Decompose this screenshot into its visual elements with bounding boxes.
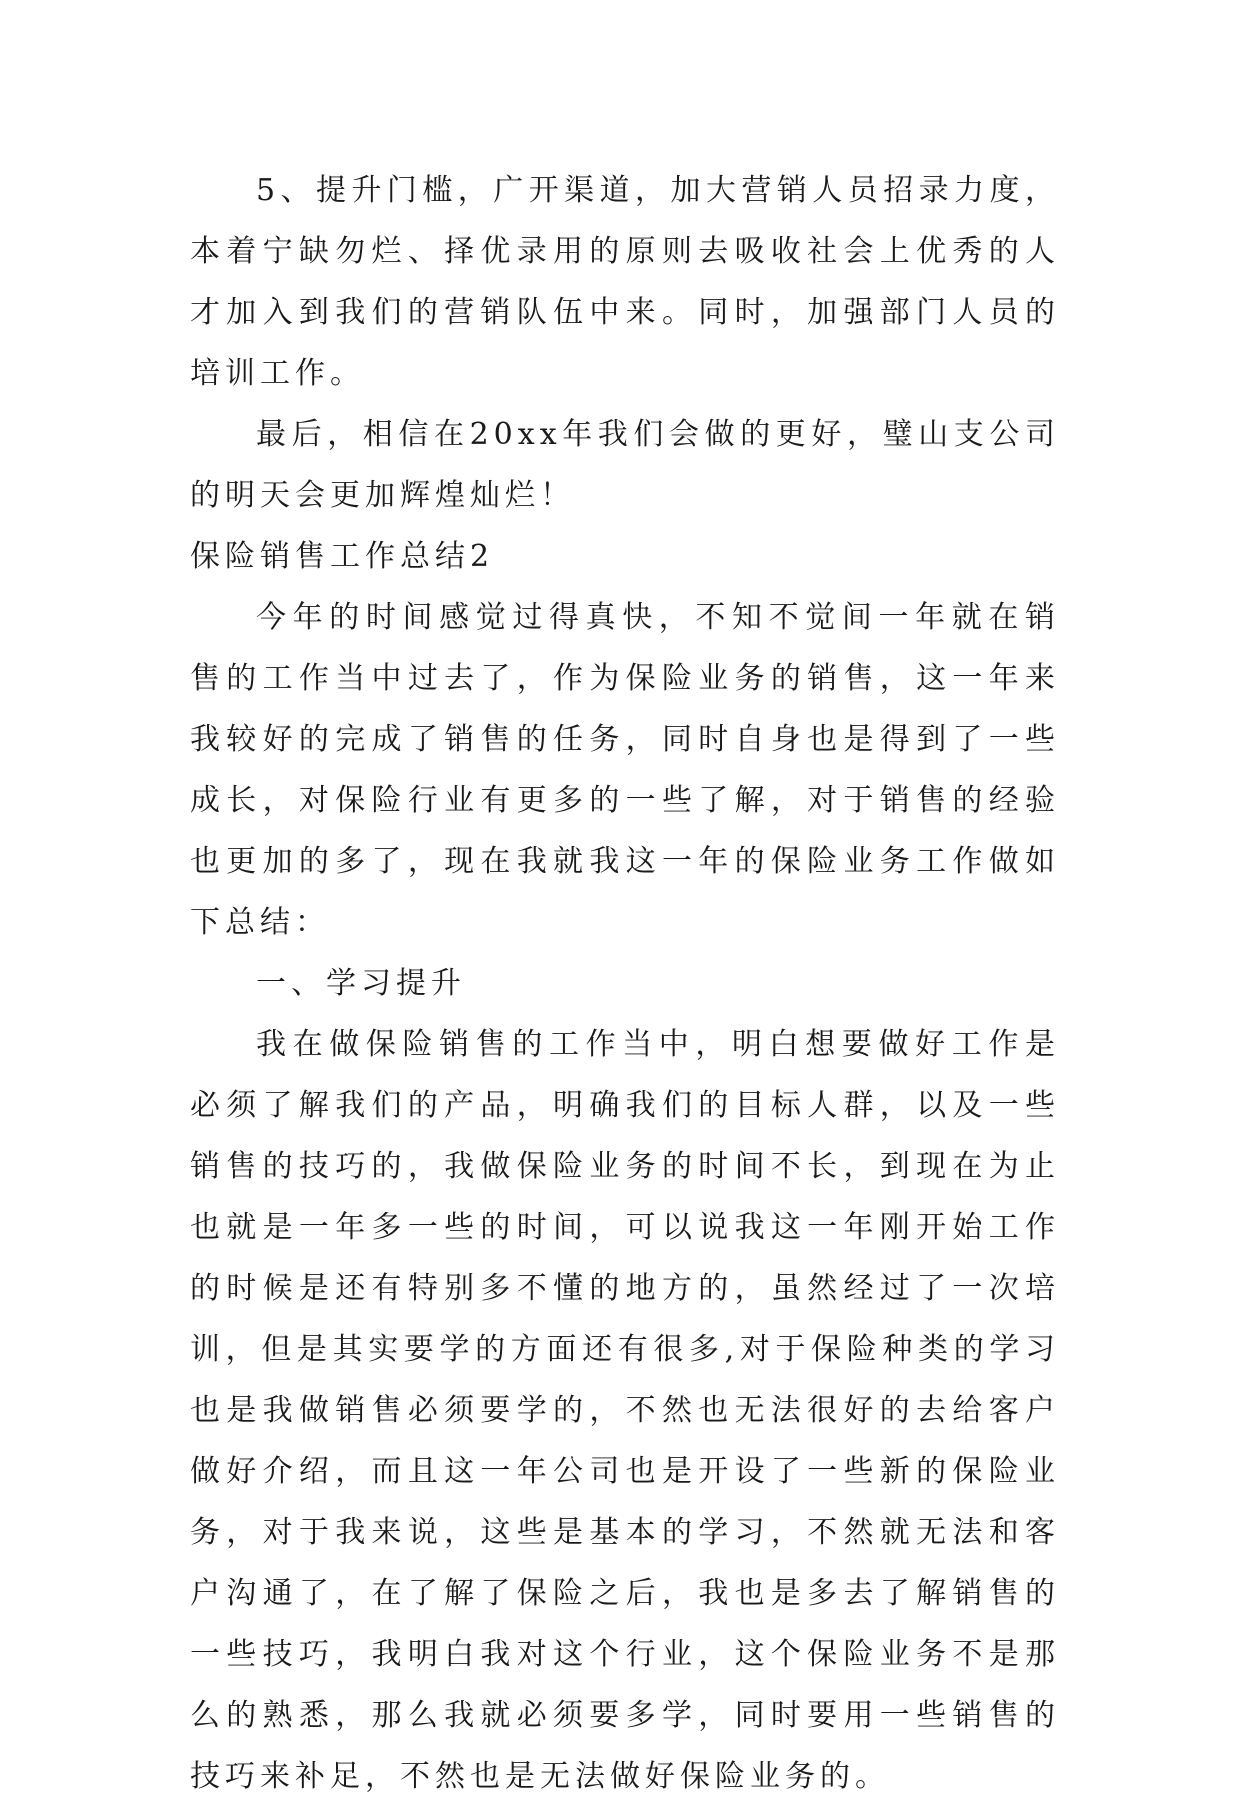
paragraph-closing: 最后，相信在20xx年我们会做的更好，璧山支公司的明天会更加辉煌灿烂！ — [190, 417, 1060, 513]
section-title: 保险销售工作总结2 — [190, 539, 495, 574]
paragraph-learning: 我在做保险销售的工作当中，明白想要做好工作是必须了解我们的产品，明确我们的目标人群，以及一些销售的技巧的，我做保险业务的时间不长，到现在为止也就是一年多一些的时间，可以说我这一年刚开始工作的时候是还有特别多不懂的地方的，虽然经过了一次培训，但是其实要学的方面还有很多,对于保险种类的学习也是我做销售必须要学的，不然也无法很好的去给客户做好介绍，而且这一年公司也是开设了一些新的保险业务，对于我来说，这些是基本的学习，不然就无法和客户沟通了，在了解了保险之后，我也是多去了解销售的一些技巧，我明白我对这个行业，这个保险业务不是那么的熟悉，那么我就必须要多学，同时要用一些销售的技巧来补足，不然也是无法做好保险业务的。 — [190, 1027, 1060, 1794]
paragraph-intro: 今年的时间感觉过得真快，不知不觉间一年就在销售的工作当中过去了，作为保险业务的销售，这一年来我较好的完成了销售的任务，同时自身也是得到了一些成长，对保险行业有更多的一些了解，对于销售的经验也更加的多了，现在我就我这一年的保险业务工作做如下总结： — [190, 600, 1060, 940]
subheading-learning: 一、学习提升 — [256, 966, 466, 1001]
document-body — [190, 160, 1060, 1807]
paragraph-recruitment: 5、提升门槛，广开渠道，加大营销人员招录力度，本着宁缺勿烂、择优录用的原则去吸收社会上优秀的人才加入到我们的营销队伍中来。同时，加强部门人员的培训工作。 — [190, 173, 1060, 391]
